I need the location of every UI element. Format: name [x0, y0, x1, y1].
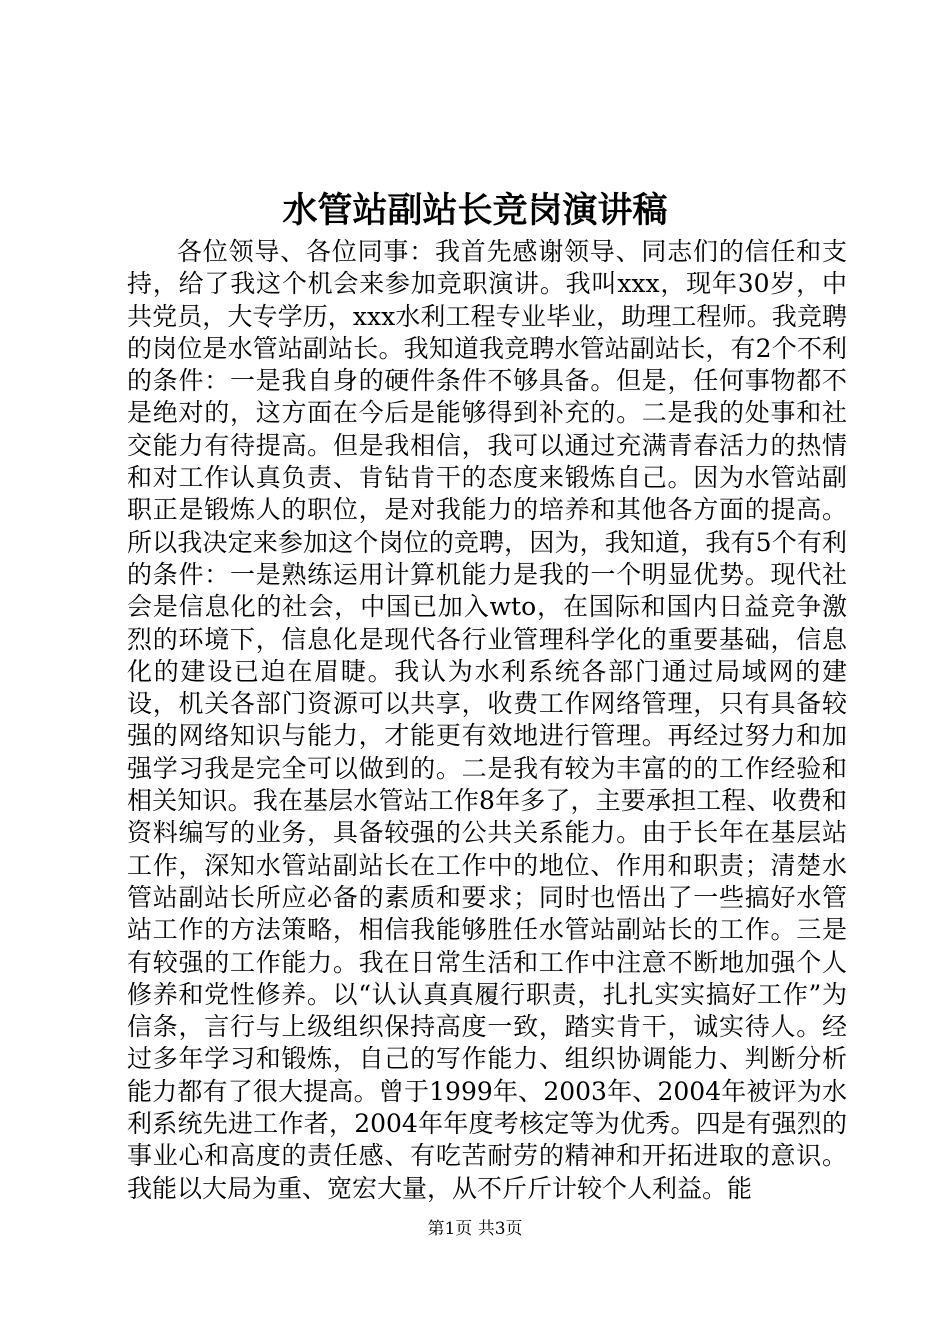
- page-footer: 第1页 共3页: [427, 1219, 523, 1239]
- body-paragraph: 各位领导、各位同事：我首先感谢领导、同志们的信任和支持，给了我这个机会来参加竞职演讲。我叫xxx，现年30岁，中共党员，大专学历，xxx水利工程专业毕业，助理工程师。我竞聘的岗位是水管站副站长。我知道我竞聘水管站副站长，有2个不利的条件：一是我自身的硬件条件不够具备。但是，任何事物都不是绝对的，这方面在今后是能够得到补充的。二是我的处事和社交能力有待提高。但是我相信，我可以通过充满青春活力的热情和对工作认真负责、肯钻肯干的态度来锻炼自己。因为水管站副职正是锻炼人的职位，是对我能力的培养和其他各方面的提高。所以我决定来参加这个岗位的竞聘，因为，我知道，我有5个有利的条件：一是熟练运用计算机能力是我的一个明显优势。现代社会是信息化的社会，中国已加入wto，在国际和国内日益竞争激烈的环境下，信息化是现代各行业管理科学化的重要基础，信息化的建设已迫在眉睫。我认为水利系统各部门通过局域网的建设，机关各部门资源可以共享，收费工作网络管理，只有具备较强的网络知识与能力，才能更有效地进行管理。再经过努力和加强学习我是完全可以做到的。二是我有较为丰富的的工作经验和相关知识。我在基层水管站工作8年多了，主要承担工程、收费和资料编写的业务，具备较强的公共关系能力。由于长年在基层站工作，深知水管站副站长在工作中的地位、作用和职责；清楚水管站副站长所应必备的素质和要求；同时也悟出了一些搞好水管站工作的方法策略，相信我能够胜任水管站副站长的工作。三是有较强的工作能力。我在日常生活和工作中注意不断地加强个人修养和党性修养。以“认认真真履行职责，扎扎实实搞好工作”为信条，言行与上级组织保持高度一致，踏实肯干，诚实待人。经过多年学习和锻炼，自己的写作能力、组织协调能力、判断分析能力都有了很大提高。曾于1999年、2003年、2004年被评为水利系统先进工作者，2004年年度考核定等为优秀。四是有强烈的事业心和高度的责任感、有吃苦耐劳的精神和开拓进取的意识。我能以大局为重、宽宏大量，从不斤斤计较个人利益。能: [127, 237, 847, 1203]
- document-title: 水管站副站长竞岗演讲稿: [282, 190, 668, 231]
